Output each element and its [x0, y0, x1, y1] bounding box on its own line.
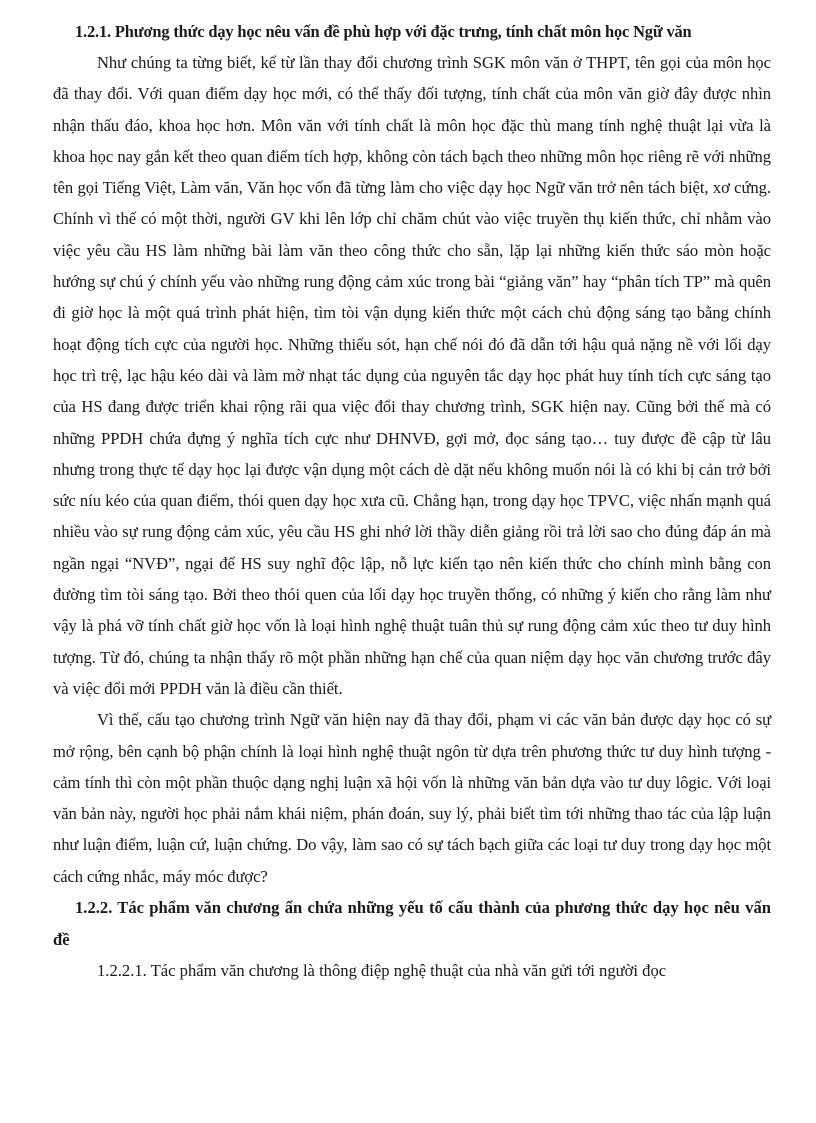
- section-heading-1-2-1: 1.2.1. Phương thức dạy học nêu vấn đề phù hợp với đặc trưng, tính chất môn học Ngữ văn: [75, 22, 692, 41]
- body-paragraph-1: Như chúng ta từng biết, kể từ lần thay đổi chương trình SGK môn văn ở THPT, tên gọi của môn học đã thay đổi. Với quan điểm dạy học mới, có thể thấy đối tượng, tính chất của môn văn giờ đây được nhìn nhận thấu đáo, khoa học hơn. Môn văn với tính chất là môn học đặc thù mang tính nghệ thuật lại vừa là khoa học nay gắn kết theo quan điểm tích hợp, không còn tách bạch theo những môn học riêng rẽ với những tên gọi Tiếng Việt, Làm văn, Văn học vốn đã từng làm cho việc dạy học Ngữ văn trở nên tách biệt, xơ cứng. Chính vì thế có một thời, người GV khi lên lớp chỉ chăm chút vào việc truyền thụ kiến thức, chỉ nhằm vào việc yêu cầu HS làm những bài làm văn theo công thức cho sẵn, lặp lại những kiến thức sáo mòn hoặc hướng sự chú ý chính yếu vào những rung động cảm xúc trong bài “giảng văn” hay “phân tích TP” mà quên đi giờ học là một quá trình phát hiện, tìm tòi vận dụng kiến thức một cách chủ động sáng tạo bằng chính hoạt động tích cực của người học. Những thiếu sót, hạn chế nói đó đã dẫn tới hậu quả nặng nề với lối dạy học trì trệ, lạc hậu kéo dài và làm mờ nhạt tác dụng của nguyên tắc dạy học phát huy tính tích cực sáng tạo của HS đang được triển khai rộng rãi qua việc đổi thay chương trình, SGK hiện nay. Cũng bởi thế mà có những PPDH chứa đựng ý nghĩa tích cực như DHNVĐ, gợi mở, đọc sáng tạo… tuy được đề cập từ lâu nhưng trong thực tế dạy học lại được vận dụng một cách dè dặt nếu không muốn nói là có khi bị cản trở bởi sức níu kéo của quan điểm, thói quen dạy học xưa cũ. Chẳng hạn, trong dạy học TPVC, việc nhấn mạnh quá nhiều vào sự rung động cảm xúc, yêu cầu HS ghi nhớ lời thầy diễn giảng rồi trả lời sao cho đúng đáp án mà ngần ngại “NVĐ”, ngại để HS suy nghĩ độc lập, nỗ lực kiến tạo nên kiến thức cho chính mình bằng con đường tìm tòi sáng tạo. Bởi theo thói quen của lối dạy học truyền thống, có những ý kiến cho rằng làm như vậy là phá vỡ tính chất giờ học vốn là loại hình nghệ thuật tuân thủ sự rung động cảm xúc theo tư duy hình tượng. Từ đó, chúng ta nhận thấy rõ một phần những hạn chế của quan niệm dạy học văn chương trước đây và việc đổi mới PPDH văn là điều cần thiết.: [53, 53, 771, 698]
- document-page: [53, 16, 771, 987]
- subsection-heading-1-2-2-1: 1.2.2.1. Tác phẩm văn chương là thông điệp nghệ thuật của nhà văn gửi tới người đọc: [97, 961, 667, 981]
- body-paragraph-2: Vì thế, cấu tạo chương trình Ngữ văn hiện nay đã thay đổi, phạm vi các văn bản được dạy học có sự mở rộng, bên cạnh bộ phận chính là loại hình nghệ thuật ngôn từ dựa trên phương thức tư duy hình tượng - cảm tính thì còn một phần thuộc dạng nghị luận xã hội vốn là những văn bản dựa vào tư duy lôgic. Với loại văn bản này, người học phải nắm khái niệm, phán đoán, suy lý, phải biết tìm tới những thao tác của lập luận như luận điểm, luận cứ, luận chứng. Do vậy, làm sao có sự tách bạch giữa các loại tư duy trong dạy học một cách cứng nhắc, máy móc được?: [53, 710, 771, 886]
- section-heading-1-2-2: 1.2.2. Tác phẩm văn chương ẩn chứa những yếu tố cấu thành của phương thức dạy học nêu vấn đề: [53, 898, 771, 949]
